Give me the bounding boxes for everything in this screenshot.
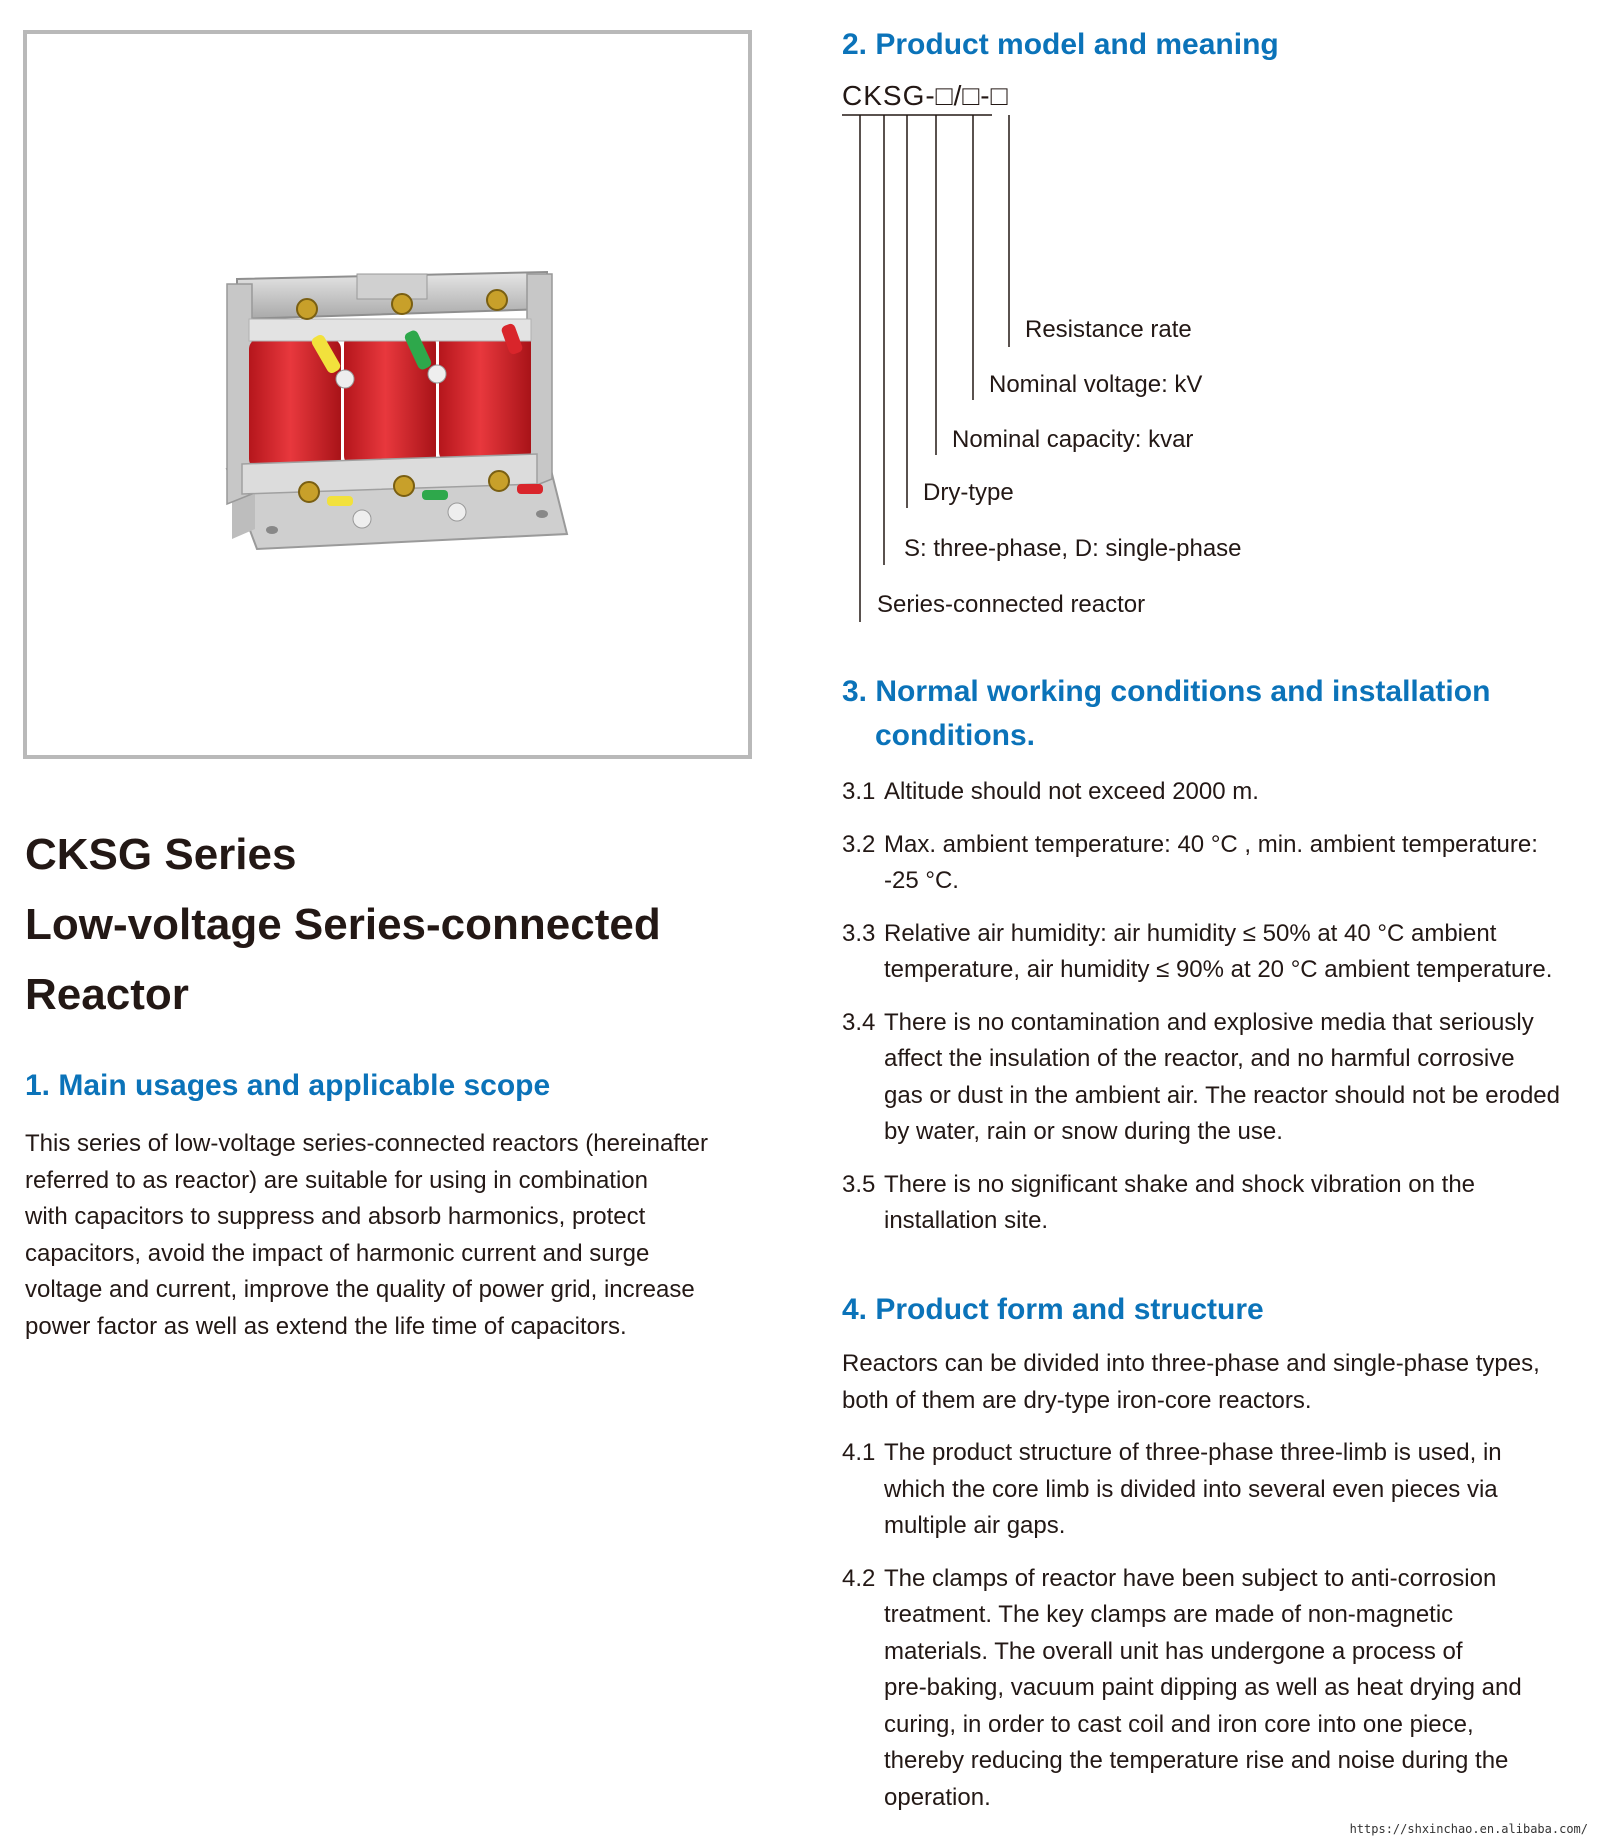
label-series-connected: Series-connected reactor (877, 591, 1146, 618)
label-dry-type: Dry-type (923, 479, 1014, 506)
model-code: CKSG-□/□-□ (842, 80, 1009, 111)
item-number: 4.1 (842, 1439, 876, 1466)
item-line: thereby reducing the temperature rise and noise during the (884, 1747, 1509, 1774)
item-number: 3.1 (842, 778, 876, 805)
intro-line: both of them are dry-type iron-core reactors. (842, 1386, 1312, 1414)
structure-item (842, 1435, 1582, 1545)
item-line: The product structure of three-phase three-limb is used, in (884, 1439, 1502, 1466)
item-line: multiple air gaps. (884, 1512, 1066, 1539)
section-4-intro (842, 1346, 1582, 1419)
model-meaning-diagram (842, 110, 1242, 635)
section-1-line: voltage and current, improve the quality of power grid, increase (25, 1276, 695, 1303)
item-line: There is no contamination and explosive media that seriously (884, 1008, 1534, 1036)
condition-item (842, 1005, 1582, 1151)
section-1-line: with capacitors to suppress and absorb harmonics, protect (25, 1203, 646, 1230)
title-line-3: Reactor (25, 970, 189, 1019)
section-3-heading (842, 670, 1582, 758)
item-number: 3.2 (842, 830, 876, 858)
item-number: 3.4 (842, 1008, 876, 1036)
label-resistance-rate: Resistance rate (1025, 316, 1192, 343)
conditions-list (842, 774, 1582, 1240)
item-line: gas or dust in the ambient air. The reactor should not be eroded (884, 1081, 1560, 1109)
section-1-heading: 1. Main usages and applicable scope (25, 1069, 551, 1102)
section-main-usages (25, 1064, 725, 1345)
item-line: -25 °C. (884, 867, 959, 894)
condition-item (842, 827, 1582, 900)
item-line: Relative air humidity: air humidity ≤ 50% at 40 °C ambient (884, 919, 1497, 947)
title-line-2: Low-voltage Series-connected (25, 900, 661, 949)
section-2-heading: 2. Product model and meaning (842, 28, 1279, 61)
reactor-product-image (27, 34, 748, 755)
item-number: 3.3 (842, 919, 876, 947)
item-line: Altitude should not exceed 2000 m. (884, 778, 1259, 805)
product-image-frame (23, 30, 752, 759)
condition-item (842, 916, 1582, 989)
title-line-1: CKSG Series (25, 830, 297, 879)
condition-item (842, 774, 1582, 811)
footer-url: https://shxinchao.en.alibaba.com/ (1349, 1822, 1588, 1836)
structure-item (842, 1561, 1582, 1817)
item-line: curing, in order to cast coil and iron core into one piece, (884, 1710, 1474, 1738)
section-1-line: capacitors, avoid the impact of harmonic current and surge (25, 1239, 650, 1267)
document-title (25, 820, 745, 1030)
item-number: 3.5 (842, 1170, 876, 1198)
intro-line: Reactors can be divided into three-phase and single-phase types, (842, 1350, 1540, 1377)
label-nominal-voltage: Nominal voltage: kV (989, 371, 1203, 398)
section-4-heading: 4. Product form and structure (842, 1293, 1264, 1326)
item-line: treatment. The key clamps are made of non-magnetic (884, 1601, 1454, 1628)
section-product-form (842, 1288, 1582, 1816)
condition-item (842, 1167, 1582, 1240)
item-line: The clamps of reactor have been subject to anti-corrosion (884, 1564, 1497, 1592)
label-nominal-capacity: Nominal capacity: kvar (952, 426, 1194, 453)
item-line: Max. ambient temperature: 40 °C , min. ambient temperature: (884, 830, 1538, 858)
label-phase: S: three-phase, D: single-phase (904, 535, 1242, 562)
section-1-line: power factor as well as extend the life time of capacitors. (25, 1312, 627, 1340)
section-1-body (25, 1126, 725, 1345)
item-line: by water, rain or snow during the use. (884, 1118, 1283, 1145)
section-1-line: referred to as reactor) are suitable for using in combination (25, 1166, 648, 1194)
item-line: operation. (884, 1783, 991, 1811)
item-line: pre-baking, vacuum paint dipping as well as heat drying and (884, 1674, 1522, 1701)
section-3-heading-line-2: conditions. (875, 719, 1035, 752)
item-line: materials. The overall unit has undergone a process of (884, 1637, 1463, 1665)
section-working-conditions (842, 670, 1582, 1240)
item-line: installation site. (884, 1207, 1049, 1234)
section-1-line: This series of low-voltage series-connected reactors (hereinafter (25, 1130, 708, 1157)
item-line: There is no significant shake and shock vibration on the (884, 1170, 1476, 1198)
item-line: affect the insulation of the reactor, and no harmful corrosive (884, 1045, 1515, 1072)
item-number: 4.2 (842, 1564, 876, 1592)
section-3-heading-line-1: 3. Normal working conditions and installation (842, 675, 1491, 708)
item-line: which the core limb is divided into several even pieces via (884, 1475, 1498, 1503)
item-line: temperature, air humidity ≤ 90% at 20 °C ambient temperature. (884, 956, 1553, 983)
